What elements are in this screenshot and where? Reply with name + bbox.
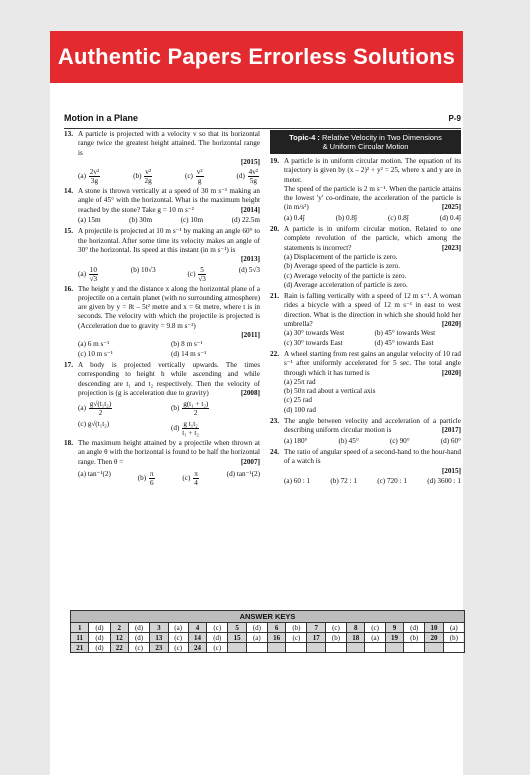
answer-number xyxy=(385,643,403,653)
answer-option: (a) xyxy=(246,633,267,643)
page-number: P-9 xyxy=(448,114,461,123)
answer-number: 6 xyxy=(267,623,285,633)
answer-option: (d) xyxy=(89,633,110,643)
answer-option: (c) xyxy=(286,633,307,643)
answer-number: 20 xyxy=(425,633,443,643)
answer-number: 21 xyxy=(71,643,89,653)
answer-option: (b) xyxy=(286,623,307,633)
answer-number: 24 xyxy=(188,643,206,653)
answer-option xyxy=(443,643,464,653)
answer-option xyxy=(286,643,307,653)
section-title: Motion in a Plane xyxy=(64,113,139,123)
answer-option xyxy=(246,643,267,653)
answer-number: 11 xyxy=(71,633,89,643)
answer-number: 14 xyxy=(188,633,206,643)
answer-number xyxy=(267,643,285,653)
options-23: (a) 180° (b) 45° (c) 90° (d) 60° xyxy=(284,436,461,445)
page-header xyxy=(64,112,461,129)
answer-number: 13 xyxy=(150,633,168,643)
options-21: (a) 30° towards West (b) 45° towards West (c) 30° towards East (d) 45° towards East xyxy=(284,329,436,347)
answer-number: 2 xyxy=(110,623,128,633)
answer-number xyxy=(425,643,443,653)
answer-option: (d) xyxy=(129,623,150,633)
answer-option: (c) xyxy=(129,643,150,653)
answer-option: (b) xyxy=(443,633,464,643)
answer-number: 7 xyxy=(307,623,325,633)
answer-option: (c) xyxy=(207,643,228,653)
question-21: 21. Rain is falling vertically with a speed of 12 m s⁻¹. A woman rides a bicycle with a speed of 12 m s⁻¹ in east to west direction. What is the direction in which she should hold her umbrella? [2020] (a) 30° towards West (b) 45° towards West (c) 30° towards East (d) 45° towards East xyxy=(270,292,461,347)
answer-number xyxy=(307,643,325,653)
answer-option: (d) xyxy=(404,623,425,633)
answer-option xyxy=(404,643,425,653)
answer-option: (d) xyxy=(246,623,267,633)
answer-option: (b) xyxy=(325,633,346,643)
answer-number: 9 xyxy=(385,623,403,633)
options-19: (a) 0.4ĵ (b) 0.8ĵ (c) 0.8ĵ (d) 0.4ĵ xyxy=(284,213,461,222)
answer-number: 23 xyxy=(150,643,168,653)
question-14: 14. A stone is thrown vertically at a speed of 30 m s⁻¹ making an angle of 45° with the horizontal. What is the maximum height reached by the stone? Take g = 10 m s⁻² [2014] (a) 15m (b) 30m (c) 10m (d) 22.5m xyxy=(64,187,260,225)
answer-option: (d) xyxy=(89,623,110,633)
answer-option: (c) xyxy=(168,633,188,643)
answer-keys-table xyxy=(70,622,465,653)
question-18: 18. The maximum height attained by a projectile when thrown at an angle θ with the horizontal is found to be half the horizontal range. Then θ = [2007] (a) tan⁻¹(2) (b) $\frac{\pi}{6}$ (c) $\frac{\pi}{4}$ (d) tan⁻¹(2) xyxy=(64,439,260,488)
banner-title: Authentic Papers Errorless Solutions xyxy=(50,31,463,83)
answer-number: 16 xyxy=(267,633,285,643)
options-14: (a) 15m (b) 30m (c) 10m (d) 22.5m xyxy=(78,216,260,225)
question-16: 16. The height y and the distance x along the horizontal plane of a projectile on a certain planet (with no surrounding atmosphere) are given by y = 8t – 5t² metre and x = 6t metre, where t is in seconds. The velocity with which the projectile is projected is (Acceleration due to gravity = 9.8 m s⁻²) [2011] (a) 6 m s⁻¹ (b) 8 m s⁻¹ (c) 10 m s⁻¹ (d) 14 m s⁻¹ xyxy=(64,284,260,358)
answer-row xyxy=(71,623,465,633)
answer-number: 3 xyxy=(150,623,168,633)
answer-option: (d) xyxy=(207,633,228,643)
left-column xyxy=(64,130,260,489)
options-13: (a) $\frac{\text{2v²}}{3g}$ (b) $\frac{\text{v²}}{2g}$ (c) $\frac{\text{v²}}{g}$ (d) $\frac{\text{4v²}}{5g}$ xyxy=(78,168,258,186)
answer-option: (a) xyxy=(365,633,385,643)
answer-number: 17 xyxy=(307,633,325,643)
options-22: (a) 25π rad (b) 50π rad about a vertical axis (c) 25 rad (d) 100 rad xyxy=(284,377,376,414)
answer-row xyxy=(71,643,465,653)
question-22: 22. A wheel starting from rest gains an angular velocity of 10 rad s⁻¹ after uniformly accelerated for 5 sec. The total angle through which it has turned is [2020] (a) 25π rad (b) 50π rad about a vertical axis (c) 25 rad (d) 100 rad xyxy=(270,349,461,414)
answer-number xyxy=(228,643,246,653)
question-17: 17. A body is projected vertically upwards. The times corresponding to height h while ascending and while descending are t₁ and t₂ respectively. Then the velocity of projection is (g is acceleration due to gravity) [2008] (a) $\frac{\text{g√(t₁t₂)}}{2}$ (b) $\frac{\text{g(t₁ + t₂)}}{2}$ (c) g√(t₁t₂) (d) $\frac{\text{g t₁t₂}}{\text{t₁ + t₂}}$ xyxy=(64,360,260,438)
answer-option: (d) xyxy=(89,643,110,653)
question-19: 19. A particle is in uniform circular motion. The equation of its trajectory is given by (x – 2)² + y² = 25, where x and y are in meter. The speed of the particle is 2 m s⁻¹. When the particle attains the lowest 'y' co-ordinate, the acceleration of the particle is (in m/s²) [2025] (a) 0.4ĵ (b) 0.8ĵ (c) 0.8ĵ (d) 0.4ĵ xyxy=(270,157,461,222)
answer-number: 5 xyxy=(228,623,246,633)
answer-option: (c) xyxy=(168,643,188,653)
question-13: 13. A particle is projected with a velocity v so that its horizontal range twice the greatest height attained. The horizontal range is [2015] (a) $\frac{\text{2v²}}{3g}$ (b) $\frac{\text{v²}}{2g}$ (c) $\frac{\text{v²}}{g}$ (d) $\frac{\text{4v²}}{5g}$ xyxy=(64,130,260,186)
question-24: 24. The ratio of angular speed of a second-hand to the hour-hand of a watch is [2015] (a) 60 : 1 (b) 72 : 1 (c) 720 : 1 (d) 3600 : 1 xyxy=(270,447,461,485)
answer-option xyxy=(365,643,385,653)
answer-option: (c) xyxy=(365,623,385,633)
answer-number: 10 xyxy=(425,623,443,633)
answer-number: 8 xyxy=(347,623,365,633)
options-18: (a) tan⁻¹(2) (b) $\frac{\pi}{6}$ (c) $\frac{\pi}{4}$ (d) tan⁻¹(2) xyxy=(78,470,260,488)
topic-heading: Topic-4 : Relative Velocity in Two Dimensions & Uniform Circular Motion xyxy=(270,130,461,154)
options-17: (a) $\frac{\text{g√(t₁t₂)}}{2}$ (b) $\frac{\text{g(t₁ + t₂)}}{2}$ (c) g√(t₁t₂) (d) $\frac{\text{g t₁t₂}}{\text{t₁ + t₂}}$ xyxy=(78,400,209,438)
answer-option: (c) xyxy=(207,623,228,633)
options-16: (a) 6 m s⁻¹ (b) 8 m s⁻¹ (c) 10 m s⁻¹ (d) 14 m s⁻¹ xyxy=(78,340,207,358)
answer-number: 19 xyxy=(385,633,403,643)
options-20: (a) Displacement of the particle is zero. (b) Average speed of the particle is zero. (c) Average velocity of the particle is zero. (d) Average acceleration of particle is zero. xyxy=(284,252,408,289)
question-23: 23. The angle between velocity and acceleration of a particle describing uniform circular motion is [2017] (a) 180° (b) 45° (c) 90° (d) 60° xyxy=(270,417,461,445)
answer-option xyxy=(325,643,346,653)
right-column xyxy=(270,130,461,488)
answer-number: 4 xyxy=(188,623,206,633)
answer-option: (d) xyxy=(129,633,150,643)
answer-row xyxy=(71,633,465,643)
answer-number: 12 xyxy=(110,633,128,643)
answer-keys xyxy=(70,610,465,653)
question-20: 20. A particle is in uniform circular motion. Related to one complete revolution of the particle, which among the statements is incorrect? [2023] (a) Displacement of the particle is zero. (b) Average speed of the particle is zero. (c) Average velocity of the particle is zero. (d) Average acceleration of particle is zero. xyxy=(270,225,461,289)
answer-option: (a) xyxy=(168,623,188,633)
answer-keys-title: ANSWER KEYS xyxy=(70,610,465,622)
answer-number: 15 xyxy=(228,633,246,643)
answer-number: 1 xyxy=(71,623,89,633)
answer-option: (a) xyxy=(443,623,464,633)
options-15: (a) $\frac{10}{√3}$ (b) 10√3 (c) $\frac{5}{√3}$ (d) 5√3 xyxy=(78,265,260,283)
answer-number: 18 xyxy=(347,633,365,643)
question-15: 15. A projectile is projected at 10 m s⁻¹ by making an angle 60° to the horizontal. After some time its velocity makes an angle of 30° the horizontal. Its speed at this instant (in m s⁻¹) is [2013] (a) $\frac{10}{√3}$ (b) 10√3 (c) $\frac{5}{√3}$ (d) 5√3 xyxy=(64,227,260,283)
answer-option: (b) xyxy=(404,633,425,643)
answer-number xyxy=(347,643,365,653)
options-24: (a) 60 : 1 (b) 72 : 1 (c) 720 : 1 (d) 3600 : 1 xyxy=(284,476,461,485)
answer-number: 22 xyxy=(110,643,128,653)
answer-option: (c) xyxy=(325,623,346,633)
